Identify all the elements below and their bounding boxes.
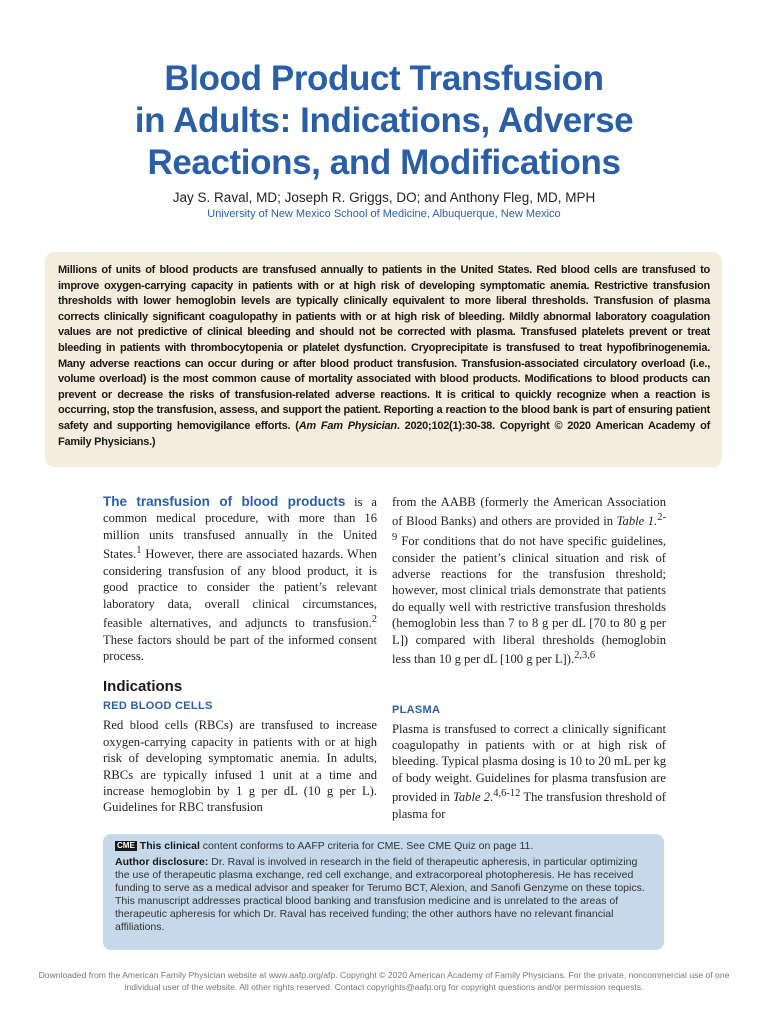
lead-in-phrase: The transfusion of blood products [103,494,346,509]
title-line-3: Reactions, and Modifications [147,143,621,182]
cme-text: content conforms to AAFP criteria for CME. See CME Quiz on page 11. [199,840,534,852]
cme-statement [115,840,653,853]
column-spacer [392,668,666,702]
body-column-right [392,494,666,822]
article-title [40,58,728,184]
abstract-text: Millions of units of blood products are transfused annually to patients in the United States. Red blood cells are transfused to improve oxygen-carrying capacity in patients with or at high risk of developing symptomatic anemia. Restrictive transfusion thresholds with lower hemoglobin levels are typically clinically equivalent to more liberal thresholds. Transfusion of plasma corrects clinically significant coagulopathy in patients with or at high risk of bleeding. Mildly abnormal laboratory coagulation values are not predictive of clinical bleeding and should not be corrected with plasma. Transfused platelets prevent or treat bleeding in patients with thrombocytopenia or platelet dysfunction. Cryoprecipitate is transfused to treat hypofibrinogenemia. Many adverse reactions can occur during or after blood product transfusion. Transfusion-associated circulatory overload (i.e., volume overload) is the most common cause of mortality associated with blood products. Modifications to blood products can prevent or decrease the risks of transfusion-related adverse reactions. It is critical to quickly recognize when a reaction is occurring, stop the transfusion, assess, and support the patient. Reporting a reaction to the blood bank is part of ensuring patient safety and supporting hemovigilance efforts. ( [58,264,710,432]
title-line-2: in Adults: Indications, Adverse [134,101,634,140]
author-list: Jay S. Raval, MD; Joseph R. Griggs, DO; and Anthony Fleg, MD, MPH [172,190,596,205]
disclosure-text: Dr. Raval is involved in research in the field of therapeutic apheresis, in particular optimizing the use of therapeutic plasma exchange, red cell exchange, and extracorporeal photopheresis. He has received funding to serve as a medical advisor and speaker for Terumo BCT, Alexion, and Sanofi Genzyme on these topics. This manuscript addresses practical blood banking and transfusion medicine and is unrelated to the areas of therapeutic apheresis for which Dr. Raval has received funding; the other authors have no relevant financial affiliations. [115,856,645,933]
author-disclosure [115,856,653,934]
abstract-citation-details: . 2020;102(1):30-38. Copyright © 2020 American Academy of Family Physicians.) [58,419,710,448]
references-2-9: 2-9 [392,512,666,543]
rbc-guidelines-paragraph [392,494,666,668]
cme-disclosure-box [103,834,664,950]
abstract-box [45,252,722,467]
right-text-1: from the AABB (formerly the American Association of Blood Banks) and others are provided in [392,495,666,529]
cme-bold-text: This clinical [139,840,200,852]
reference-1: 1 [136,545,142,557]
body-column-left [103,494,377,816]
reference-2: 2 [371,614,377,626]
table-2-reference: Table 2. [453,790,494,805]
rbc-subheading: RED BLOOD CELLS [103,700,213,713]
disclosure-label: Author disclosure: [115,856,209,868]
references-2-3-6: 2,3,6 [574,650,596,662]
plasma-paragraph [392,721,666,823]
intro-text-1: is a common medical procedure, with more than 16 million units transfused annually in the United States. [103,495,377,562]
right-text-2: For conditions that do not have specific guidelines, consider the patient’s clinical situation and risk of adverse reactions for the transfusion threshold; however, most clinical trials demonstrate that patients do equally well with restrictive transfusion thresholds (hemoglobin less than 7 to 8 g per dL [70 to 80 g per L]) compared with liberal thresholds (hemoglobin less than 10 g per dL [100 g per L]). [392,534,666,667]
rbc-paragraph: Red blood cells (RBCs) are transfused to increase oxygen-carrying capacity in patients with or at high risk of developing symptomatic anemia. In adults, RBCs are typically infused 1 unit at a time and increase hemoglobin by 1 g per dL (10 g per L). Guidelines for RBC transfusion [103,718,377,815]
indications-heading: Indications [103,678,183,696]
table-1-reference: Table 1. [616,514,658,529]
intro-text-3: These factors should be part of the informed consent process. [103,632,377,664]
plasma-text-1: Plasma is transfused to correct a clinically significant coagulopathy in patients with or at high risk of bleeding. Typical plasma dosing is 10 to 20 mL per kg of body weight. Guidelines for plasma transfusion are provided in [392,721,666,805]
intro-text-2: However, there are associated hazards. When considering transfusion of any blood product, it is good practice to consider the patient’s relevant laboratory data, overall clinical circumstances, feasible alternatives, and adjuncts to transfusion. [103,547,377,631]
references-4-6-12: 4,6-12 [493,788,521,800]
author-affiliation: University of New Mexico School of Medicine, Albuquerque, New Mexico [207,208,561,220]
abstract-citation-journal: Am Fam Physician [298,419,397,432]
title-line-1: Blood Product Transfusion [164,59,604,98]
plasma-text-2: The transfusion threshold of plasma for [392,790,666,821]
intro-paragraph [103,494,377,664]
cme-badge-icon: CME [117,841,135,850]
plasma-subheading: PLASMA [392,703,441,716]
copyright-footer: Downloaded from the American Family Physician website at www.aafp.org/afp. Copyright © 2020 American Academy of Family Physicians. For the private, noncommercial use of one individual user of the website. All other rights reserved. Contact copyrights@aafp.org for copyright questions and/or permission requests. [38,970,730,992]
